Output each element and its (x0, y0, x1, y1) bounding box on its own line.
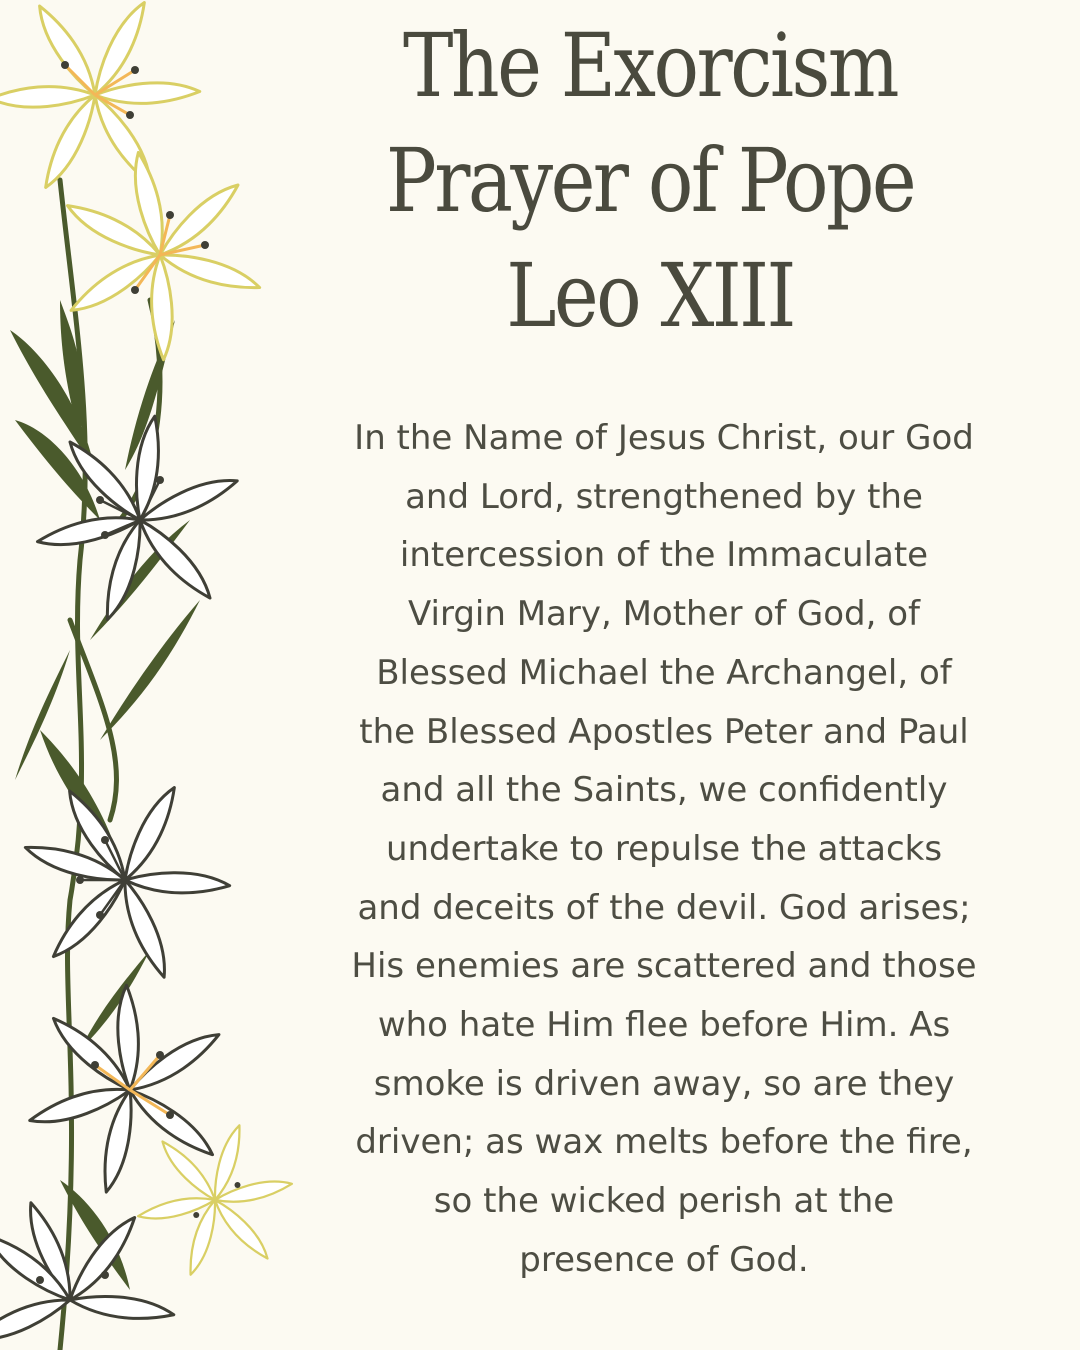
prayer-line: His enemies are scattered and those (351, 946, 977, 987)
page-title-line-2: Prayer of Pope (385, 129, 915, 232)
lily-flower-icon (138, 1125, 292, 1274)
prayer-line: presence of God. (519, 1239, 809, 1280)
page-title-line-3: Leo XIII (506, 244, 794, 347)
lily-border-decoration (0, 0, 300, 1350)
lily-flower-icon (0, 3, 200, 188)
prayer-line: and all the Saints, we confidently (380, 770, 948, 811)
prayer-line: undertake to repulse the attacks (385, 828, 943, 869)
prayer-line: so the wicked perish at the (433, 1181, 895, 1222)
prayer-line: who hate Him flee before Him. As (377, 1005, 951, 1046)
prayer-line: the Blessed Apostles Peter and Paul (359, 711, 969, 752)
prayer-line: In the Name of Jesus Christ, our God (354, 418, 974, 458)
prayer-line: intercession of the Immaculate (399, 535, 929, 576)
lily-flower-icon (25, 788, 229, 978)
lily-flower-icon (68, 152, 260, 359)
prayer-line: Blessed Michael the Archangel, of (376, 652, 952, 693)
prayer-line: smoke is driven away, so are they (373, 1063, 955, 1104)
prayer-text (298, 409, 1030, 1290)
prayer-line: Virgin Mary, Mother of God, of (407, 594, 921, 635)
prayer-line: and deceits of the devil. God arises; (357, 887, 971, 928)
prayer-line: and Lord, strengthened by the (405, 476, 923, 517)
page-title-line-1: The Exorcism (403, 14, 897, 117)
prayer-line: driven; as wax melts before the fire, (355, 1122, 973, 1163)
